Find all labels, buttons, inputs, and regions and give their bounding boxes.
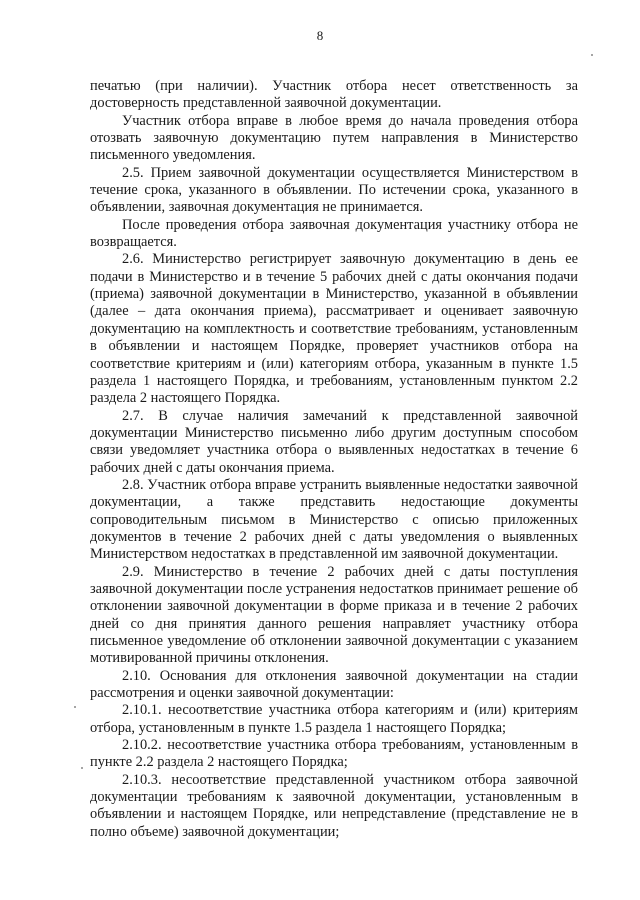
paragraph-withdrawal: Участник отбора вправе в любое время до начала проведения отбора отозвать заявочную документацию путем направления в Министерство письменного уведомления.	[90, 112, 578, 164]
page-number: 8	[316, 28, 324, 43]
paragraph-2-8: 2.8. Участник отбора вправе устранить выявленные недостатки заявочной документации, а также представить недостающие документы сопроводительным письмом в Министерство с описью приложенных документов в течение 2 рабочих дней с даты уведомления о выявленных Министерством недостатках в представленной им заявочной документации.	[90, 476, 578, 563]
paragraph-2-9: 2.9. Министерство в течение 2 рабочих дней с даты поступления заявочной документации после устранения недостатков принимает решение об отклонении заявочной документации в форме приказа и в течение 2 рабочих дней со дня принятия данного решения направляет участнику отбора письменное уведомление об отклонении заявочной документации с указанием мотивированной причины отклонения.	[90, 563, 578, 667]
paragraph-no-return: После проведения отбора заявочная документация участнику отбора не возвращается.	[90, 216, 578, 251]
scan-speck	[81, 767, 83, 769]
paragraph-continuation: печатью (при наличии). Участник отбора несет ответственность за достоверность представленной заявочной документации.	[90, 78, 578, 112]
paragraph-2-7: 2.7. В случае наличия замечаний к представленной заявочной документации Министерство письменно либо другим доступным способом связи уведомляет участника отбора о выявленных недостатках в течение 6 рабочих дней с даты окончания приема.	[90, 407, 578, 476]
scan-speck	[74, 706, 76, 708]
paragraph-2-10-3: 2.10.3. несоответствие представленной участником отбора заявочной документации требованиям к заявочной документации, установленным в объявлении и настоящем Порядке, или непредставление (представление не в полно объеме) заявочной документации;	[90, 771, 578, 840]
paragraph-2-6: 2.6. Министерство регистрирует заявочную документацию в день ее подачи в Министерство и в течение 5 рабочих дней с даты окончания подачи (приема) заявочной документации в Министерство, указанной в объявлении (далее – дата окончания приема), рассматривает и оценивает заявочную документацию на комплектность и соответствие требованиям, установленным в объявлении и настоящем Порядке, проверяет участников отбора на соответствие критериям и (или) категориям отбора, указанным в пункте 1.5 раздела 1 настоящего Порядка, и требованиям, установленным пунктом 2.2 раздела 2 настоящего Порядка.	[90, 251, 578, 407]
document-body	[90, 78, 578, 841]
paragraph-2-10-2: 2.10.2. несоответствие участника отбора требованиям, установленным в пункте 2.2 раздела 2 настоящего Порядка;	[90, 737, 578, 771]
paragraph-2-5: 2.5. Прием заявочной документации осуществляется Министерством в течение срока, указанного в объявлении. По истечении срока, указанного в объявлении, заявочная документация не принимается.	[90, 164, 578, 216]
scan-speck	[591, 54, 593, 56]
paragraph-2-10: 2.10. Основания для отклонения заявочной документации на стадии рассмотрения и оценки заявочной документации:	[90, 667, 578, 702]
paragraph-2-10-1: 2.10.1. несоответствие участника отбора категориям и (или) критериям отбора, установленным в пункте 1.5 раздела 1 настоящего Порядка;	[90, 702, 578, 736]
